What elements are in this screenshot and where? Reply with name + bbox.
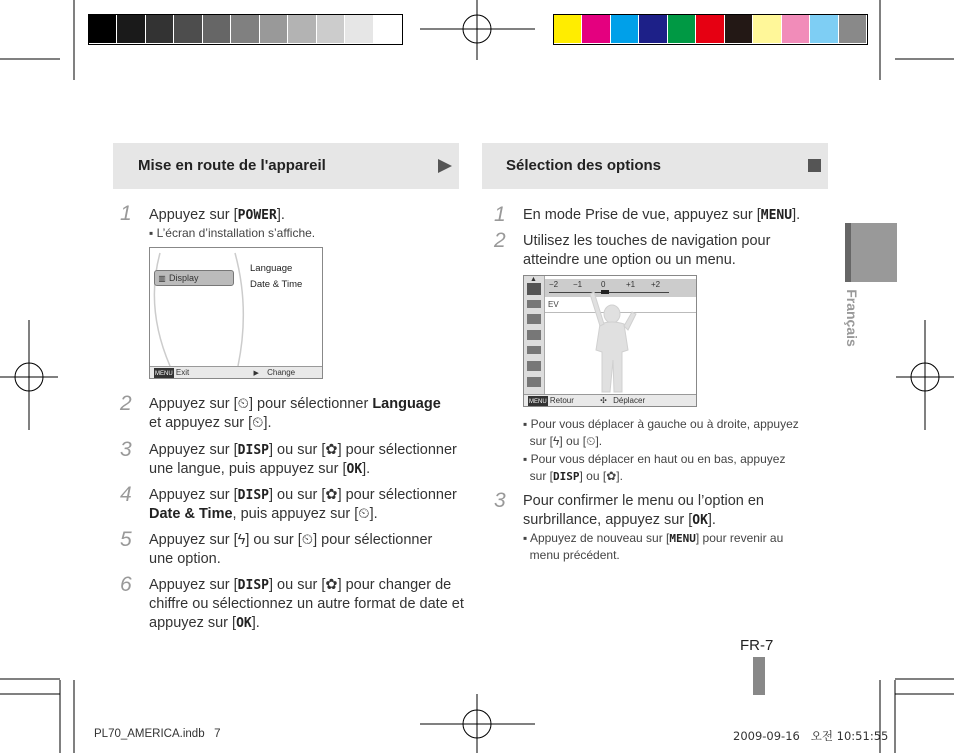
ev-menu-screen	[523, 275, 697, 407]
chevron-up-icon: ▲	[530, 276, 537, 283]
step-number: 1	[120, 202, 132, 225]
step-5-text: Appuyez sur [ϟ] ou sur [⏲] pour sélectionner une option.	[149, 532, 433, 567]
ev-label: EV	[548, 300, 559, 309]
setup-screen-footer	[150, 366, 322, 379]
back-bullet: ▪ Appuyez de nouveau sur [MENU] pour revenir au menu précédent.	[523, 531, 784, 562]
timer-icon: ⏲	[358, 506, 370, 522]
step-number: 3	[120, 438, 132, 461]
setup-screen	[149, 247, 323, 379]
macro-icon: ✿	[325, 577, 338, 593]
back-label: Retour	[549, 396, 574, 405]
white-balance-icon[interactable]	[527, 314, 541, 324]
right-step-3-text: Pour confirmer le menu ou l’option en surbrillance, appuyez sur [OK].	[523, 493, 764, 528]
language-side-tab	[845, 223, 897, 282]
navigation-pad-icon: ✣	[600, 396, 607, 405]
ok-key: OK	[346, 462, 363, 477]
color-swatch	[839, 15, 866, 43]
step-number: 4	[120, 483, 132, 506]
display-menu-item[interactable]: ▥ Display	[154, 270, 234, 286]
color-swatch	[117, 15, 144, 43]
color-swatch	[554, 15, 581, 43]
ev-scale-tick: −1	[573, 280, 583, 289]
footer-file-info: PL70_AMERICA.indb 7	[94, 728, 221, 740]
focus-area-icon[interactable]	[527, 346, 541, 354]
color-swatch	[725, 15, 752, 43]
face-detect-icon[interactable]	[527, 330, 541, 340]
color-swatch	[174, 15, 201, 43]
ok-key: OK	[692, 513, 708, 528]
triangle-right-icon	[438, 159, 452, 173]
menu-key: MENU	[154, 368, 174, 379]
step-1-bullet: ▪ L’écran d’installation s’affiche.	[149, 226, 316, 240]
person-silhouette-image	[586, 290, 642, 394]
color-swatch	[582, 15, 609, 43]
nav-bullet-left-right: ▪ Pour vous déplacer à gauche ou à droite, appuyez sur [ϟ] ou [⏲].	[523, 417, 799, 448]
color-swatch	[146, 15, 173, 43]
change-label: Change	[267, 368, 296, 377]
step-number: 6	[120, 573, 132, 596]
macro-icon: ✿	[606, 469, 617, 483]
color-swatch	[810, 15, 837, 43]
left-section-title: Mise en route de l'appareil	[138, 157, 326, 174]
grayscale-color-bar	[88, 14, 403, 45]
ok-key: OK	[236, 616, 252, 631]
metering-icon[interactable]	[527, 361, 541, 371]
page-number: FR-7	[740, 637, 774, 654]
flash-icon: ϟ	[553, 434, 560, 448]
timer-icon: ⏲	[252, 415, 264, 431]
screen-arcs	[150, 248, 322, 378]
play-icon: ▶	[253, 370, 259, 377]
macro-icon: ✿	[325, 487, 338, 503]
ev-screen-footer	[524, 394, 696, 407]
disp-key: DISP	[553, 470, 580, 483]
side-tab-stripe	[845, 223, 851, 282]
macro-icon: ✿	[325, 442, 338, 458]
color-swatch	[374, 15, 401, 43]
menu-key: MENU	[669, 532, 696, 545]
color-swatch	[639, 15, 666, 43]
timer-icon: ⏲	[237, 396, 249, 412]
setup-option-language[interactable]: Language	[250, 263, 293, 274]
power-key: POWER	[237, 208, 277, 223]
ev-scale-tick: −2	[549, 280, 559, 289]
ev-scale-tick: +1	[626, 280, 636, 289]
step-4-text: Appuyez sur [DISP] ou sur [✿] pour sélectionner Date & Time, puis appuyez sur [⏲].	[149, 487, 457, 522]
ev-scale-tick: 0	[601, 280, 606, 289]
color-swatch	[231, 15, 258, 43]
flash-icon: ϟ	[237, 532, 246, 548]
disp-key: DISP	[237, 578, 269, 593]
color-swatch	[668, 15, 695, 43]
color-swatch	[288, 15, 315, 43]
drive-icon[interactable]	[527, 377, 541, 387]
color-swatch	[611, 15, 638, 43]
color-swatch	[203, 15, 230, 43]
timer-icon: ⏲	[301, 532, 314, 548]
ev-scale-tick: +2	[651, 280, 661, 289]
color-swatch	[260, 15, 287, 43]
right-step-2-text: Utilisez les touches de navigation pour atteindre une option ou un menu.	[523, 233, 771, 268]
step-number: 2	[494, 229, 506, 252]
iso-icon[interactable]	[527, 300, 541, 308]
right-section-title: Sélection des options	[506, 157, 662, 174]
step-1-text: Appuyez sur [POWER].	[149, 207, 285, 223]
color-swatch	[753, 15, 780, 43]
ev-icon[interactable]	[527, 283, 541, 295]
side-tab-label: Français	[844, 289, 860, 347]
step-2-text: Appuyez sur [⏲] pour sélectionner Language et appuyez sur [⏲].	[149, 396, 441, 431]
ev-sidebar	[524, 276, 545, 394]
disp-key: DISP	[237, 443, 269, 458]
menu-key: MENU	[528, 396, 548, 407]
footer-timestamp: 2009-09-16 오전 10:51:55	[733, 729, 889, 743]
step-number: 3	[494, 489, 506, 512]
timer-icon: ⏲	[586, 434, 596, 448]
step-number: 5	[120, 528, 132, 551]
step-3-text: Appuyez sur [DISP] ou sur [✿] pour sélectionner une langue, puis appuyez sur [OK].	[149, 442, 457, 477]
disp-key: DISP	[237, 488, 269, 503]
setup-option-date-time[interactable]: Date & Time	[250, 279, 303, 290]
color-swatch	[696, 15, 723, 43]
color-swatch	[89, 15, 116, 43]
right-step-1-text: En mode Prise de vue, appuyez sur [MENU].	[523, 207, 801, 223]
display-icon: ▥	[158, 274, 166, 283]
move-label: Déplacer	[613, 396, 646, 405]
left-section-header	[113, 143, 459, 189]
step-number: 1	[494, 203, 506, 226]
nav-bullet-up-down: ▪ Pour vous déplacer en haut ou en bas, appuyez sur [DISP] ou [✿].	[523, 452, 786, 483]
stop-square-icon	[808, 159, 821, 172]
exit-label: Exit	[175, 368, 190, 377]
color-swatch	[782, 15, 809, 43]
step-6-text: Appuyez sur [DISP] ou sur [✿] pour changer de chiffre ou sélectionnez un autre format de date et appuyez sur [OK].	[149, 577, 464, 631]
page-number-tab	[753, 657, 765, 695]
step-number: 2	[120, 392, 132, 415]
process-color-bar	[553, 14, 868, 45]
color-swatch	[345, 15, 372, 43]
menu-key: MENU	[760, 208, 793, 223]
right-section-header	[482, 143, 828, 189]
color-swatch	[317, 15, 344, 43]
